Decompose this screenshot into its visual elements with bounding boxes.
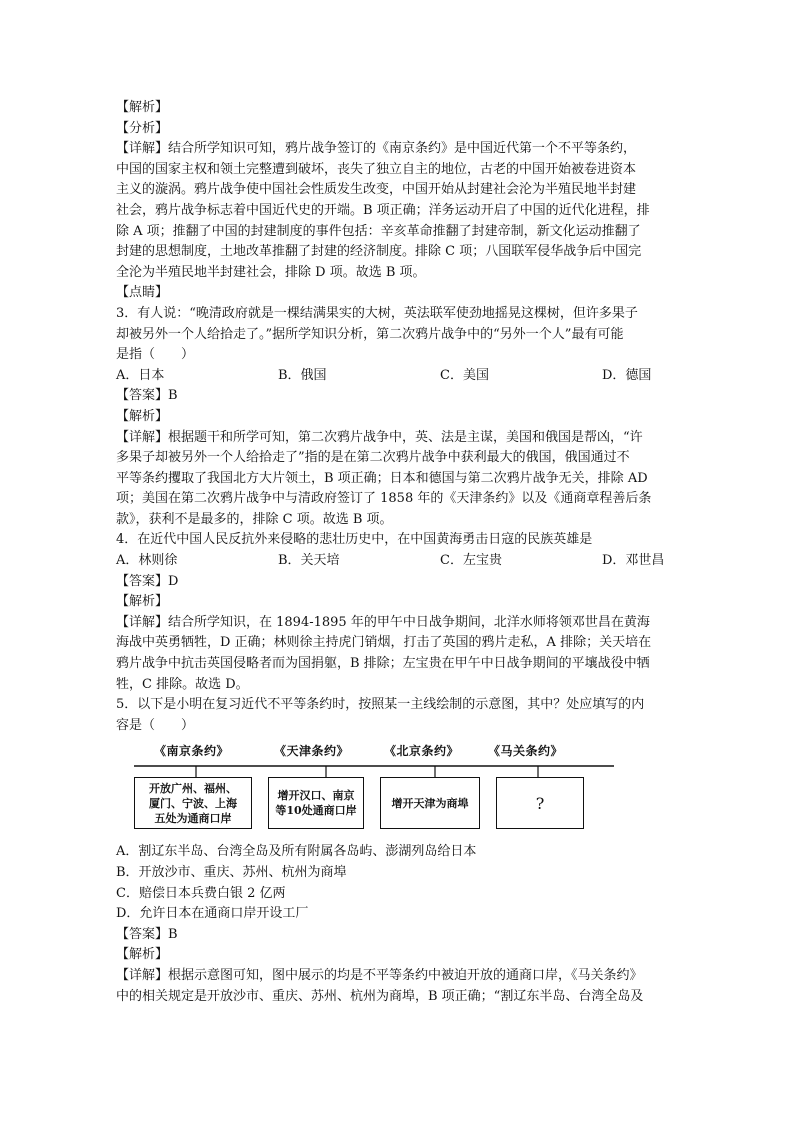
text-line: 鸦片战争中抗击英国侵略者而为国捐躯，B 排除；左宝贵在甲午中日战争期间的平壤战役中牺 <box>116 656 650 672</box>
section-tag: 【答案】B <box>116 926 178 942</box>
section-tag: 【答案】D <box>116 573 179 589</box>
treaty-label-maguan: 《马关条约》 <box>488 744 564 759</box>
treaty-box-nanjing: 开放广州、福州、 厦门、宁波、上海 五处为通商口岸 <box>134 777 252 829</box>
q3-option-b: B．俄国 <box>278 367 327 383</box>
text-line: 4．在近代中国人民反抗外来侵略的悲壮历史中，在中国黄海勇击日寇的民族英雄是 <box>116 532 593 548</box>
q4-option-c: C．左宝贵 <box>440 553 502 569</box>
q5-option-d: D．允许日本在通商口岸开设工厂 <box>116 906 309 922</box>
text-line: 是指（ ） <box>116 347 195 363</box>
text-line: 社会，鸦片战争标志着中国近代史的开端。B 项正确；洋务运动开启了中国的近代化进程，排 <box>116 202 650 218</box>
text-line: 【详解】根据示意图可知，图中展示的均是不平等条约中被迫开放的通商口岸，《马关条约》 <box>116 967 643 983</box>
treaty-label-tianjin: 《天津条约》 <box>274 744 350 759</box>
section-part1 <box>116 98 686 366</box>
text-line: 海战中英勇牺牲，D 正确；林则徐主持虎门销烟，打击了英国的鸦片走私，A 排除；关天培在 <box>116 635 652 651</box>
q4-options <box>116 551 686 572</box>
section-tag: 【解析】 <box>116 100 169 115</box>
treaty-box-maguan-unknown: ? <box>496 777 584 829</box>
section-part3 <box>116 572 686 737</box>
q3-options <box>116 366 686 387</box>
text-line: 封建的思想制度，土地改革推翻了封建的经济制度。排除 C 项；八国联军侵华战争后中国完 <box>116 244 642 260</box>
treaty-label-beijing: 《北京条约》 <box>384 744 460 759</box>
q3-option-d: D．德国 <box>602 367 652 383</box>
treaty-diagram <box>130 742 620 838</box>
text-line: 项；美国在第二次鸦片战争中与清政府签订了 1858 年的《天津条约》以及《通商章程善后条 <box>116 491 652 507</box>
text-line: 中国的国家主权和领土完整遭到破坏，丧失了独立自主的地位，古老的中国开始被卷进资本 <box>116 161 637 177</box>
text-line: 多果子却被另外一个人给拾走了”指的是在第二次鸦片战争中获利最大的俄国，俄国通过不 <box>116 450 630 466</box>
q4-option-a: A．林则徐 <box>116 553 178 569</box>
text-line: 容是（ ） <box>116 717 195 733</box>
section-tag: 【解析】 <box>116 594 169 610</box>
q5-option-b: B．开放沙市、重庆、苏州、杭州为商埠 <box>116 865 347 880</box>
treaty-box-tianjin: 增开汉口、南京 等10处通商口岸 <box>268 777 364 829</box>
document-content <box>116 98 686 1007</box>
text-line: 中的相关规定是开放沙市、重庆、苏州、杭州为商埠，B 项正确；“割辽东半岛、台湾全岛及 <box>116 988 644 1004</box>
treaty-label-nanjing: 《南京条约》 <box>154 744 230 759</box>
q5-option-c: C．赔偿日本兵费白银 2 亿两 <box>116 885 286 901</box>
q3-option-c: C．美国 <box>440 367 489 383</box>
text-line: 主义的漩涡。鸦片战争使中国社会性质发生改变，中国开始从封建社会沦为半殖民地半封建 <box>116 182 637 198</box>
text-line: 3．有人说：“晚清政府就是一棵结满果实的大树，英法联军使劲地摇晃这棵树，但许多果子 <box>116 305 638 321</box>
section-part2 <box>116 386 686 551</box>
section-tag: 【答案】B <box>116 388 178 404</box>
q5-option-a: A．割辽东半岛、台湾全岛及所有附属各岛屿、澎湖列岛给日本 <box>116 844 477 860</box>
text-line: 【详解】结合所学知识可知，鸦片战争签订的《南京条约》是中国近代第一个不平等条约， <box>116 141 637 157</box>
q5-options <box>116 842 686 924</box>
treaty-box-beijing: 增开天津为商埠 <box>380 777 480 829</box>
text-line: 除 A 项；推翻了中国的封建制度的事件包括：辛亥革命推翻了封建帝制，新文化运动推翻了 <box>116 223 641 239</box>
text-line: 【详解】根据题干和所学可知，第二次鸦片战争中，英、法是主谋，美国和俄国是帮凶，“许 <box>116 429 643 445</box>
section-part4 <box>116 925 686 1007</box>
section-tag: 【点睛】 <box>116 285 169 301</box>
text-line: 款》，获利不是最多的，排除 C 项。故选 B 项。 <box>116 511 393 527</box>
q4-option-b: B．关天培 <box>278 553 340 569</box>
text-line: 【详解】结合所学知识，在 1894-1895 年的甲午中日战争期间，北洋水师将领邓世昌在黄海 <box>116 614 650 630</box>
text-line: 却被另外一个人给拾走了。”据所学知识分析，第二次鸦片战争中的“另外一个人”最有可能 <box>116 326 624 342</box>
q4-option-d: D．邓世昌 <box>602 553 665 569</box>
text-line: 平等条约攫取了我国北方大片领土，B 项正确；日本和德国与第二次鸦片战争无关，排除 AD <box>116 470 648 486</box>
section-tag: 【分析】 <box>116 120 169 136</box>
text-line: 全沦为半殖民地半封建社会，排除 D 项。故选 B 项。 <box>116 264 426 280</box>
text-line: 5．以下是小明在复习近代不平等条约时，按照某一主线绘制的示意图，其中？处应填写的内 <box>116 697 645 713</box>
q3-option-a: A．日本 <box>116 367 165 383</box>
text-line: 牲，C 排除。故选 D。 <box>116 676 249 692</box>
section-tag: 【解析】 <box>116 408 169 424</box>
section-tag: 【解析】 <box>116 947 169 963</box>
